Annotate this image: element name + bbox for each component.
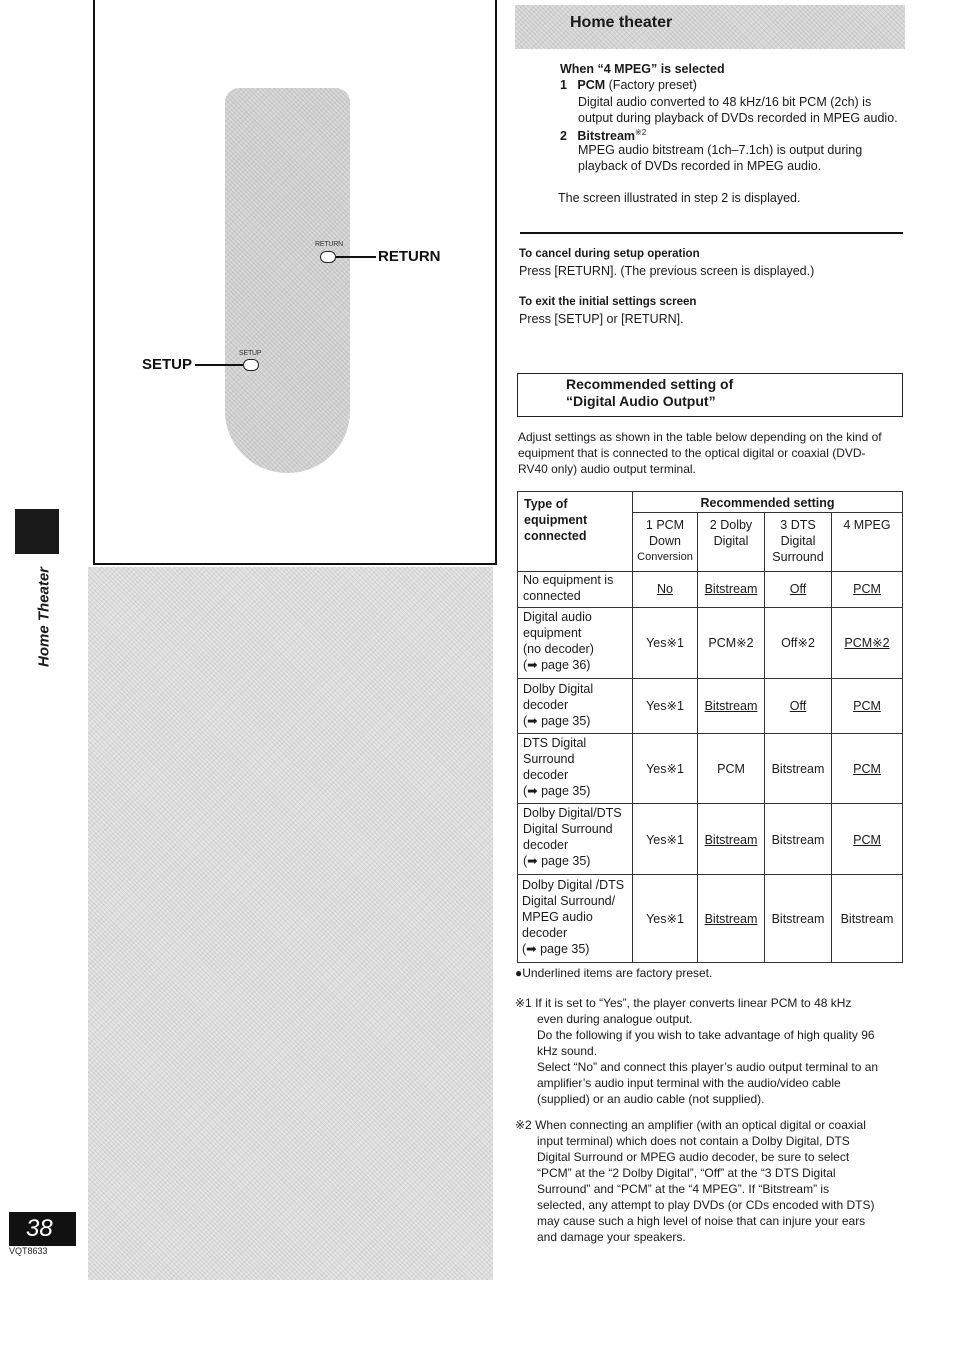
row-value: PCM※2 [708, 636, 754, 650]
background-pattern [88, 567, 493, 1280]
header-line: 3 DTS [780, 518, 816, 532]
mpeg-item-2-desc-2: playback of DVDs recorded in MPEG audio. [578, 159, 822, 173]
footnote-line: (supplied) or an audio cable (not supplied). [537, 1092, 765, 1106]
cancel-text: Press [RETURN]. (The previous screen is displayed.) [519, 264, 815, 278]
intro-line: RV40 only) audio output terminal. [518, 462, 696, 476]
footnote-line: “PCM” at the “2 Dolby Digital”, “Off” at the “3 DTS Digital [537, 1166, 836, 1180]
remote-return-text: RETURN [315, 241, 343, 248]
header-line: Type of [524, 497, 568, 511]
footnote-line: Digital Surround or MPEG audio decoder, be sure to select [537, 1150, 850, 1164]
item-label: Bitstream [577, 129, 636, 144]
page-number: 38 [9, 1212, 76, 1246]
footnote-2 [515, 1117, 900, 1245]
row-value: Yes※1 [646, 636, 684, 650]
row-type [523, 735, 590, 799]
row-type-line: Digital Surround [523, 822, 613, 836]
row-type [522, 877, 624, 957]
row-type-line: (➡ page 35) [522, 942, 590, 956]
header-line: Digital [780, 534, 816, 548]
recommended-title-line-1: Recommended setting of [566, 376, 734, 392]
footnote-line: kHz sound. [537, 1044, 598, 1058]
footnote-line: selected, any attempt to play DVDs (or CDs encoded with DTS) [537, 1198, 875, 1212]
row-value: PCM [853, 582, 881, 596]
row-value: Yes※1 [646, 833, 684, 847]
setup-callout-line [195, 364, 243, 366]
row-value: PCM [853, 699, 881, 713]
row-type-line: Dolby Digital [523, 682, 594, 696]
row-value: Off [789, 582, 807, 596]
side-tab-label: Home Theater [35, 566, 53, 668]
footnote-line: and damage your speakers. [537, 1230, 686, 1244]
row-value: Bitstream [771, 912, 825, 926]
footnote-line: amplifier’s audio input terminal with the audio/video cable [537, 1076, 841, 1090]
header-col-2-text [697, 517, 765, 549]
footnote-line: Select “No” and connect this player’s audio output terminal to an [537, 1060, 879, 1074]
header-line: 2 Dolby [709, 518, 753, 532]
row-value: Off [789, 699, 807, 713]
row-type-line: decoder [523, 698, 569, 712]
recommended-settings-table [517, 491, 903, 963]
recommended-intro [518, 429, 882, 477]
row-type-line: decoder [523, 838, 569, 852]
header-col-3-text [764, 517, 832, 565]
row-type-line: decoder [522, 926, 568, 940]
row-type-line: No equipment is [523, 573, 614, 587]
exit-heading: To exit the initial settings screen [519, 296, 697, 308]
mpeg-item-1-desc-2: output during playback of DVDs recorded in MPEG audio. [578, 111, 898, 125]
underline-note: ●Underlined items are factory preset. [515, 966, 713, 980]
row-type-line: Dolby Digital/DTS [523, 806, 622, 820]
item-number: 1 [560, 78, 567, 92]
row-type-line: Digital Surround/ [522, 894, 616, 908]
row-type-line: Dolby Digital /DTS [522, 878, 625, 892]
header-recommended-text: Recommended setting [700, 496, 835, 510]
row-value: PCM [717, 762, 745, 776]
header-type-text [524, 496, 587, 544]
row-value: Yes※1 [646, 762, 684, 776]
row-type [523, 681, 593, 729]
row-value: Bitstream [771, 762, 825, 776]
row-value: No [657, 582, 673, 596]
recommended-title [566, 376, 733, 410]
page-code: VQT8633 [9, 1246, 48, 1256]
header-col-1-text [632, 517, 698, 565]
row-value: Off※2 [781, 636, 815, 650]
remote-return-button [320, 251, 336, 263]
row-type-line: Surround [523, 752, 575, 766]
item-label: PCM [577, 78, 606, 92]
header-line: equipment [524, 513, 588, 527]
intro-line: equipment that is connected to the optical digital or coaxial (DVD- [518, 446, 866, 460]
header-line: Down [649, 534, 681, 548]
footnote-line: Surround” and “PCM” at the “4 MPEG”. If “Bitstream” is [537, 1182, 830, 1196]
header-line: Surround [772, 550, 824, 564]
footnote-line: Do the following if you wish to take advantage of high quality 96 [537, 1028, 875, 1042]
row-type [523, 805, 622, 869]
footnote-1 [515, 995, 900, 1107]
row-value: Bitstream [704, 582, 758, 596]
return-callout-line [336, 256, 376, 258]
footnote-line: may cause such a high level of noise that can injure your ears [537, 1214, 866, 1228]
header-line: Conversion [637, 551, 693, 563]
row-type-line: decoder [523, 768, 569, 782]
header-col-4-text: 4 MPEG [843, 518, 891, 532]
cancel-heading: To cancel during setup operation [519, 248, 700, 260]
side-tab-marker [15, 509, 59, 554]
return-label: RETURN [378, 248, 441, 265]
header-line: Digital [713, 534, 749, 548]
row-type-line: (➡ page 36) [523, 658, 591, 672]
row-value: Bitstream [704, 833, 758, 847]
footnote-line: even during analogue output. [537, 1012, 693, 1026]
row-value: PCM [853, 833, 881, 847]
remote-control-image [225, 88, 350, 473]
intro-line: Adjust settings as shown in the table below depending on the kind of [518, 430, 882, 444]
row-value: Yes※1 [646, 699, 684, 713]
row-type-line: MPEG audio [522, 910, 593, 924]
exit-text: Press [SETUP] or [RETURN]. [519, 312, 684, 326]
section-title: Home theater [570, 14, 673, 31]
header-line: connected [524, 529, 587, 543]
footnote-line: input terminal) which does not contain a Dolby Digital, DTS [537, 1134, 850, 1148]
row-type-line: (➡ page 35) [523, 714, 591, 728]
row-type [523, 572, 613, 604]
item-note: (Factory preset) [608, 78, 697, 92]
row-value: Bitstream [704, 699, 758, 713]
remote-setup-button [243, 359, 259, 371]
footnote-line: ※2 When connecting an amplifier (with an optical digital or coaxial [515, 1118, 866, 1132]
mpeg-note: The screen illustrated in step 2 is displayed. [558, 191, 801, 205]
row-value: Yes※1 [646, 912, 684, 926]
row-value: PCM [853, 762, 881, 776]
row-value: PCM※2 [844, 636, 890, 650]
row-type-line: equipment [523, 626, 582, 640]
row-value: Bitstream [704, 912, 758, 926]
recommended-title-line-2: “Digital Audio Output” [566, 393, 716, 409]
header-line: 1 PCM [645, 518, 685, 532]
mpeg-item-2-desc-1: MPEG audio bitstream (1ch–7.1ch) is output during [578, 143, 863, 157]
mpeg-item-1 [560, 77, 697, 93]
mpeg-item-1-desc-1: Digital audio converted to 48 kHz/16 bit PCM (2ch) is [578, 95, 872, 109]
row-type-line: (no decoder) [523, 642, 594, 656]
footnote-line: ※1 If it is set to “Yes”, the player converts linear PCM to 48 kHz [515, 996, 852, 1010]
row-type-line: Digital audio [523, 610, 592, 624]
row-type-line: (➡ page 35) [523, 854, 591, 868]
row-type [523, 609, 594, 673]
mpeg-heading: When “4 MPEG” is selected [560, 62, 725, 76]
row-type-line: (➡ page 35) [523, 784, 591, 798]
remote-setup-text: SETUP [239, 350, 262, 357]
row-value: Bitstream [771, 833, 825, 847]
row-type-line: connected [523, 589, 581, 603]
row-value: Bitstream [840, 912, 894, 926]
section-divider [520, 232, 903, 234]
setup-label: SETUP [142, 356, 193, 373]
row-type-line: DTS Digital [523, 736, 587, 750]
footnote-mark: ※2 [635, 128, 647, 137]
item-number: 2 [560, 129, 567, 144]
